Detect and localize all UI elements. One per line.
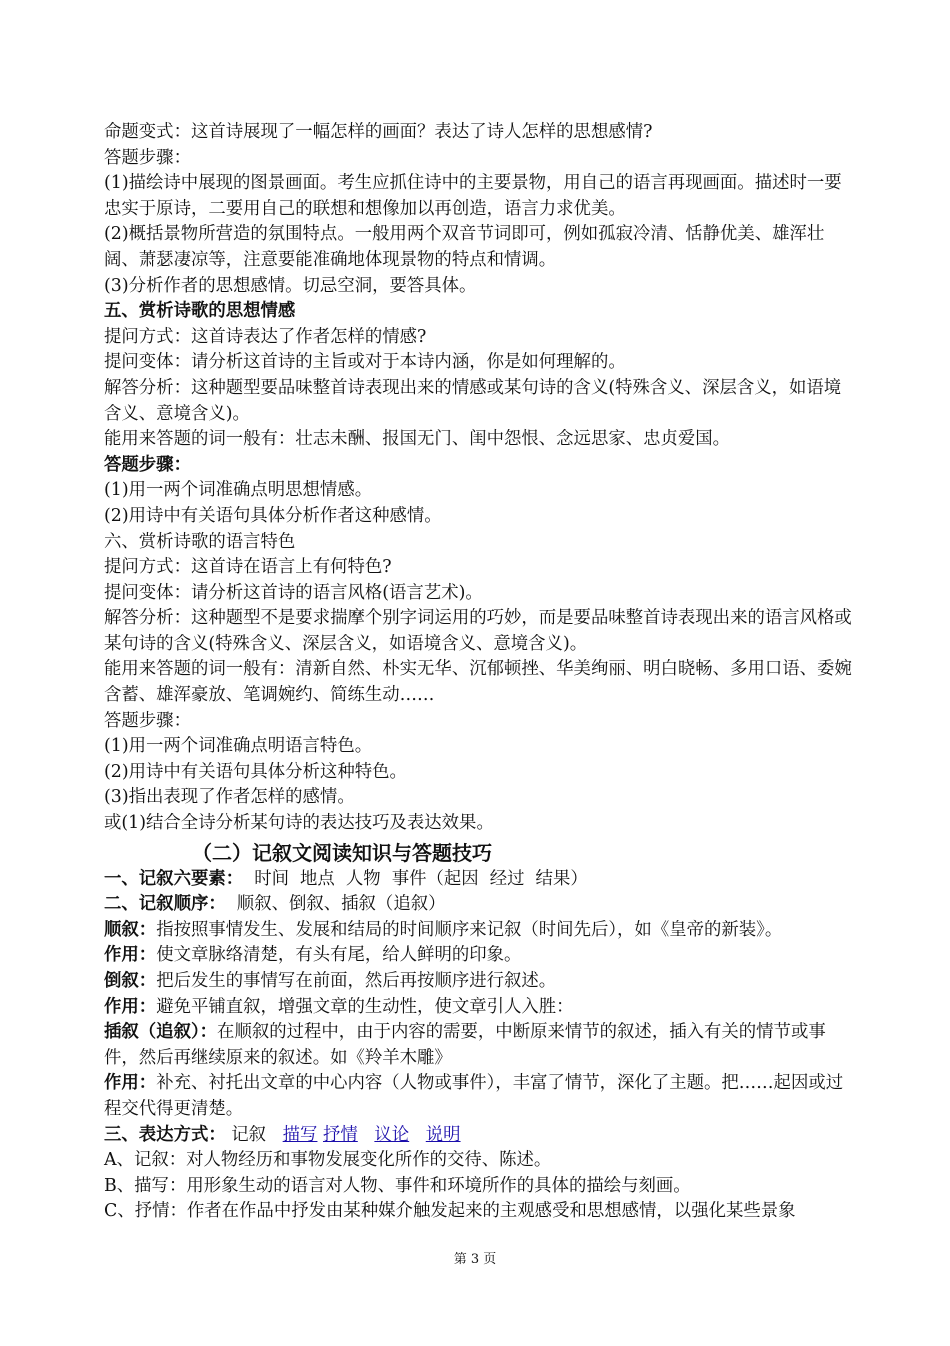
text-segment: 时间 地点 人物 事件（起因 经过 结果） [243,868,588,889]
text-segment: (2)概括景物所营造的氛围特点。一般用两个双音节词即可，例如孤寂冷清、恬静优美、雄浑壮阔、萧瑟凄凉等，注意要能准确地体现景物的特点和情调。 [104,224,825,270]
paragraph-line [104,995,852,1021]
paragraph-line [104,606,852,657]
text-segment: (3)分析作者的思想感情。切忌空洞，要答具体。 [104,275,477,296]
text-segment: 解答分析：这种题型不是要求揣摩个别字词运用的巧妙，而是要品味整首诗表现出来的语言风格或某句诗的含义(特殊含义、深层含义，如语境含义、意境含义)。 [104,608,852,654]
paragraph-line [104,657,852,708]
text-segment: 作用： [104,945,157,966]
narrative-section [104,867,852,1225]
paragraph-line [104,376,852,427]
paragraph-line [104,530,852,556]
paragraph-line [104,325,852,351]
text-segment: (1)用一两个词准确点明语言特色。 [104,736,373,757]
text-segment: 提问变体：请分析这首诗的语言风格(语言艺术)。 [104,582,483,603]
section-heading: （二）记叙文阅读知识与答题技巧 [192,840,492,865]
text-segment: B、描写：用形象生动的语言对人物、事件和环境所作的具体的描绘与刻画。 [104,1175,691,1196]
text-segment: 能用来答题的词一般有：壮志未酬、报国无门、闺中怨恨、念远思家、忠贞爱国。 [104,429,731,450]
paragraph-line [104,171,852,222]
text-segment: 能用来答题的词一般有：清新自然、朴实无华、沉郁顿挫、华美绚丽、明白晓畅、多用口语、委婉含蓄、雄浑豪放、笔调婉约、简练生动…… [104,659,852,706]
paragraph-line [104,427,852,453]
text-segment: 在顺叙的过程中，由于内容的需要，中断原来情节的叙述，插入有关的情节或事件，然后再继续原来的叙述。如《羚羊木雕》 [104,1022,826,1068]
paragraph-line [104,867,852,893]
text-segment: 顺叙： [104,919,157,940]
term-link[interactable]: 描写 [282,1124,318,1145]
text-segment: 倒叙： [104,971,157,991]
text-segment: 记叙 [225,1124,283,1145]
text-segment: 或(1)结合全诗分析某句诗的表达技巧及表达效果。 [104,813,494,834]
document-body [104,120,852,1225]
text-segment: 补充、衬托出文章的中心内容（人物或事件），丰富了情节，深化了主题。把……起因或过程交代得更清楚。 [104,1073,844,1119]
paragraph-line [104,1071,852,1122]
paragraph-line [104,1174,852,1200]
text-segment: 顺叙、倒叙、插叙（追叙） [225,894,446,915]
page-number: 第 3 页 [453,1252,497,1267]
paragraph-line [104,581,852,607]
text-segment: (2)用诗中有关语句具体分析这种特色。 [104,761,407,782]
term-link[interactable]: 说明 [425,1124,461,1145]
paragraph-line [104,120,852,146]
text-segment: 使文章脉络清楚，有头有尾，给人鲜明的印象。 [156,945,522,966]
text-segment: 答题步骤： [104,710,191,731]
text-segment: C、抒情：作者在作品中抒发由某种媒介触发起来的主观感受和思想感情，以强化某些景象 [104,1201,796,1222]
text-segment: 六、赏析诗歌的语言特色 [104,531,296,552]
term-link[interactable]: 议论 [374,1124,410,1145]
paragraph-line [104,274,852,300]
paragraph-line [104,892,852,918]
text-segment: (1)描绘诗中展现的图景画面。考生应抓住诗中的主要景物，用自己的语言再现画面。描述时一要忠实于原诗，二要用自己的联想和想像加以再创造，语言力求优美。 [104,173,842,219]
text-segment: 答题步骤： [104,454,191,475]
text-segment: 二、记叙顺序： [104,894,226,915]
paragraph-line [104,146,852,172]
text-segment [358,1125,375,1145]
text-segment: (1)用一两个词准确点明思想情感。 [104,480,373,501]
text-segment: 命题变式：这首诗展现了一幅怎样的画面？表达了诗人怎样的思想感情? [104,122,653,142]
text-segment: 避免平铺直叙，增强文章的生动性，使文章引人入胜： [156,996,574,1017]
text-segment: 提问方式：这首诗在语言上有何特色? [104,557,392,578]
paragraph-line [104,1123,852,1149]
paragraph-line [104,734,852,760]
paragraph-line [104,453,852,479]
paragraph-line [104,811,852,837]
paragraph-line [104,222,852,273]
term-link[interactable]: 抒情 [322,1124,358,1145]
text-segment [409,1125,426,1145]
paragraph-line [104,350,852,376]
text-segment: 指按照事情发生、发展和结局的时间顺序来记叙（时间先后），如《皇帝的新装》。 [156,919,783,940]
text-segment: 解答分析：这种题型要品味整首诗表现出来的情感或某句诗的含义(特殊含义、深层含义，如语境含义、意境含义)。 [104,377,842,424]
paragraph-line [104,478,852,504]
text-segment: 作用： [104,1073,157,1094]
paragraph-line [104,785,852,811]
text-segment: 提问方式：这首诗表达了作者怎样的情感? [104,326,427,347]
text-segment: 五、赏析诗歌的思想情感 [104,301,296,322]
paragraph-line [104,1148,852,1174]
paragraph-line [104,760,852,786]
text-segment: 三、表达方式： [104,1124,226,1145]
paragraph-line [104,709,852,735]
paragraph-line [104,969,852,995]
text-segment: 作用： [104,996,157,1017]
paragraph-line [104,1020,852,1071]
paragraph-line [104,918,852,944]
paragraph-line [104,504,852,530]
text-segment: 答题步骤： [104,147,191,168]
paragraph-line [104,1199,852,1225]
paragraph-line [104,555,852,581]
text-segment: 一、记叙六要素： [104,868,244,889]
poetry-section [104,120,852,837]
text-segment: A、记叙：对人物经历和事物发展变化所作的交待、陈述。 [104,1150,552,1171]
text-segment: 提问变体：请分析这首诗的主旨或对于本诗内涵，你是如何理解的。 [104,352,626,373]
paragraph-line [104,943,852,969]
paragraph-line [104,299,852,325]
text-segment: 把后发生的事情写在前面，然后再按顺序进行叙述。 [156,971,557,991]
text-segment: 插叙（追叙）： [104,1022,218,1043]
text-segment: (2)用诗中有关语句具体分析作者这种感情。 [104,505,442,526]
text-segment: (3)指出表现了作者怎样的感情。 [104,787,355,808]
